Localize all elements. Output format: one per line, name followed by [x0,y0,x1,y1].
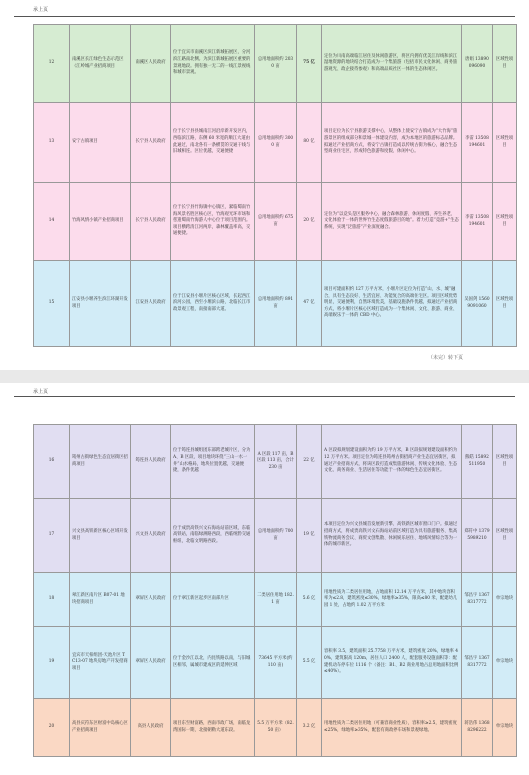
investment: 5.5 亿 [297,627,322,699]
project-location: 位于长宁县竹海镇中心镇区，紧临蜀南竹海风景名胜区核心区，竹海观光环市场和慈遗蜀南竹海游人中心位于项目范围内。项目横跨清江河两岸，森林覆盖率高，交通便捷。 [171,183,255,261]
table-row [34,573,517,627]
table-row [34,183,517,261]
project-location: 位于金沙江以北，内昆铁路以南，与旧城区相邻，属城市建成区的延伸区域 [171,627,255,699]
land-area: 总用地面积约 3000 亩 [255,103,297,183]
table-row [34,103,517,183]
land-area: 73645 平方米(约 110 亩) [255,627,297,699]
project-content: 本项目定位为兴文县城首发展新引擎、高铁新区城市窗口门户。拟通过招商方式，将成贵高铁兴文石海站站前区域打造为具有旅游服务、集高铁物流商务会议、商贸文创集散、休闲娱乐居住、地域风情综合等为一体的城市新区。 [322,499,462,573]
land-area: 二类居住用地 182.1 亩 [255,573,297,627]
contact: 郑符中 13795989210 [462,499,493,573]
gov-unit: 兴文县人民政府 [131,499,171,573]
page-2 [0,383,529,775]
table-row [34,425,517,499]
project-content: 定位为“以竞头是区服务中心，融合森林旅游、休闲度假、养生养老、文化体验于一体的世界竹生态度假旅游目的地”。着力打造“竞游+”生态系统，实现“泛旅游”产业深度融合。 [322,183,462,261]
project-table-2 [33,424,517,757]
gov-unit: 长宁县人民政府 [131,103,171,183]
project-name: 竹海风情小镇产业招商项目 [70,183,131,261]
investment: 80 亿 [297,103,322,183]
gov-unit: 筠连县人民政府 [131,425,171,499]
table-row [34,499,517,573]
project-content: 项目定位为长宁县旅游支撑中心，从整体上使安宁古镇成为“大竹海”旅游景区的组成部分和景城一体建设内容，成为本地区的旅游标志品牌。拟通过产业招商方式，将安宁古镇打造成以传统古街为核心，融合生态型商业住宅区，形成特色旅游和度假、休闲中心。 [322,103,462,183]
header-rule [14,16,515,17]
project-type: 单宗地块 [493,573,517,627]
gov-unit: 翠屏区人民政府 [131,573,171,627]
project-type: 区域性项目 [493,425,517,499]
land-area: A 区段 117 亩，B 区段 113 亩，合计 230 亩 [255,425,297,499]
land-area: 总用地面积约 891 亩 [255,261,297,347]
investment: 3.2 亿 [297,699,322,757]
row-number: 15 [34,261,70,347]
project-type: 区域性项目 [493,261,517,347]
project-name: 高县庆符东区财富中岛核心区产业招商项目 [70,699,131,757]
contact: 李雷 13508194601 [462,183,493,261]
row-number: 14 [34,183,70,261]
project-location: 位于翠江新区起步区南部片区 [171,573,255,627]
project-name: 兴文县高铁新区核心区域开发项目 [70,499,131,573]
project-name: 筠州古街绿色生态宜居街区招商项目 [70,425,131,499]
land-area: 总用地面积约 675 亩 [255,183,297,261]
page-header: 承上页 [33,7,49,13]
project-location: 位于成贵高铁兴文石海站站前区域，东临高铁站，南临绿洲路西段，西临纳黔交通枢纽，北临文明路西段。 [171,499,255,573]
contact: 熊皓 15892511950 [462,425,493,499]
gov-unit: 长宁县人民政府 [131,183,171,261]
project-location: 位于筠连县城组团东部跨老城片区，分为 A、B 区段，项目地块环绕“三山一水一井”山水格局，地块位置优越，交通便捷，条件优越 [171,425,255,499]
table-row [34,699,517,757]
row-number: 17 [34,499,70,573]
land-area: 总用地面积约 700 亩 [255,499,297,573]
investment: 19 亿 [297,499,322,573]
page-footer: （未完）转下页 [427,355,463,361]
project-content: A 区段拟规划建设面积为约 19 万平方米，B 区段拟规划建设面积约为 12 万平方米。项目定位为筠连县筠州古街招商产业生态宜居街区，拟通过产业招商方式，将该区段打造成集旅游休闲、传统文化体验、生态文化、商务商业、生活居住等功能于一体的绿色生态宜居街区。 [322,425,462,499]
page-1 [0,0,529,370]
table-row [34,627,517,699]
contact: 邹昌宇 13678317772 [462,627,493,699]
project-content: 定位为川南高端临江居住及休闲旅游区，将区内拥有优美江岸线和滨江湿地资源的地块结合打造成为一个集旅游（包括市民文化休闲、商务旅游观光、政企接待参观）和高端品质社区一体的生态休闲区。 [322,25,462,103]
gov-unit: 高县人民政府 [131,699,171,757]
row-number: 18 [34,573,70,627]
project-type: 区域性项目 [493,183,517,261]
gov-unit: 南溪区人民政府 [131,25,171,103]
project-content: 用地性质为二类居住用地（可兼容商业性质），容积率≥2.5，建筑密度≤25%，绿地率≥35%，配套有商政停车场和景观绿地。 [322,699,462,757]
contact: 李雷 13508194601 [462,103,493,183]
project-type: 单宗地块 [493,699,517,757]
investment: 20 亿 [297,183,322,261]
investment: 5.6 亿 [297,573,322,627]
investment: 22 亿 [297,425,322,499]
contact: 邹昌宇 13678317772 [462,573,493,627]
project-name: 安宁古镇项目 [70,103,131,183]
project-location: 位于江安县小堰片区核心区域，长起西江滨河公园，西至小堰滨公路，北临长江市政景观工程，南接南部大道。 [171,261,255,347]
project-table-1 [33,24,517,347]
project-name: 江安县小堰养生滨江环湖开发项目 [70,261,131,347]
row-number: 13 [34,103,70,183]
table-row [34,261,517,347]
investment: 47 亿 [297,261,322,347]
gov-unit: 翠屏区人民政府 [131,627,171,699]
row-number: 19 [34,627,70,699]
land-area: 5.5 万平方米（82.50 亩） [255,699,297,757]
land-area: 总用地面积约 2030 亩 [255,25,297,103]
project-type: 单宗地块 [493,627,517,699]
project-type: 区域性项目 [493,103,517,183]
contact: 唐娟 13890096090 [462,25,493,103]
investment: 75 亿 [297,25,322,103]
project-content: 容积率 3.5，建筑面积 25.7758 万平方米，建筑密度 20%，绿地率 40%，建筑限高 120m，居住人口 2400 人，配套服务设施面积等：配建机动车停车位 1116 个（备注：B1、B2 商业用地占总用地面积比例≤40%）。 [322,627,462,699]
project-content: 用地性质为二类居住用地，占地面积 12.14 万平方米，其中地块容积率为≤2.8，建筑密度≤30%，绿地率≥35%，限高≤80 米，配建幼儿园 1 处，占地约 1.02 万平方米 [322,573,462,627]
contact: 蒋浩伟 13688296222 [462,699,493,757]
project-location: 项目东至财富路，西南市政广场，南临龙湾国际一期，北接朝勒大道东段。 [171,699,255,757]
project-name: 翠江新区南片区 B07-01 地块招商项目 [70,573,131,627]
project-content: 项目可建面积约 127 万平方米，小堰片区定位为打造“山、水、城”融合，具有生态良好、生活宜居、功能复合的高端住宅区。项目区域优势明显，交通便利，自然环境优美，基础设施条件优越，拟通过产业招商方式，将小堰片区核心区域打造成为一个集休闲、文化、旅游、商业、高端娱乐于一体的 CBD 中心。 [322,261,462,347]
header-rule [14,396,515,397]
row-number: 16 [34,425,70,499]
table-row [34,25,517,103]
project-type: 区域性项目 [493,25,517,103]
row-number: 20 [34,699,70,757]
project-location: 位于宜宾市南溪区滨江新城拓展区，分河滨江路南北侧。为滨江新城拓展区重要的景观地段。拥有独一无二的一线江景视线和城市景观。 [171,25,255,103]
project-name: 南溪区长江绿色生态示范区（江岭城产业招商项目 [70,25,131,103]
contact: 吴国剑 15609091060 [462,261,493,347]
row-number: 12 [34,25,70,103]
project-location: 位于长宁县县城南江河沿岸新开发区内，西临滨江路，东侧 60 米宽的顺江大道由此通过，南北各有一条横贯的交通干线与旧城相连。区位优越，交通便捷 [171,103,255,183]
page-header: 承上页 [33,389,49,395]
gov-unit: 江安县人民政府 [131,261,171,347]
project-name: 宜宾市天柏组团-天池片区 TC13-07 地块房地产开发招商项目 [70,627,131,699]
project-type: 区域性项目 [493,499,517,573]
